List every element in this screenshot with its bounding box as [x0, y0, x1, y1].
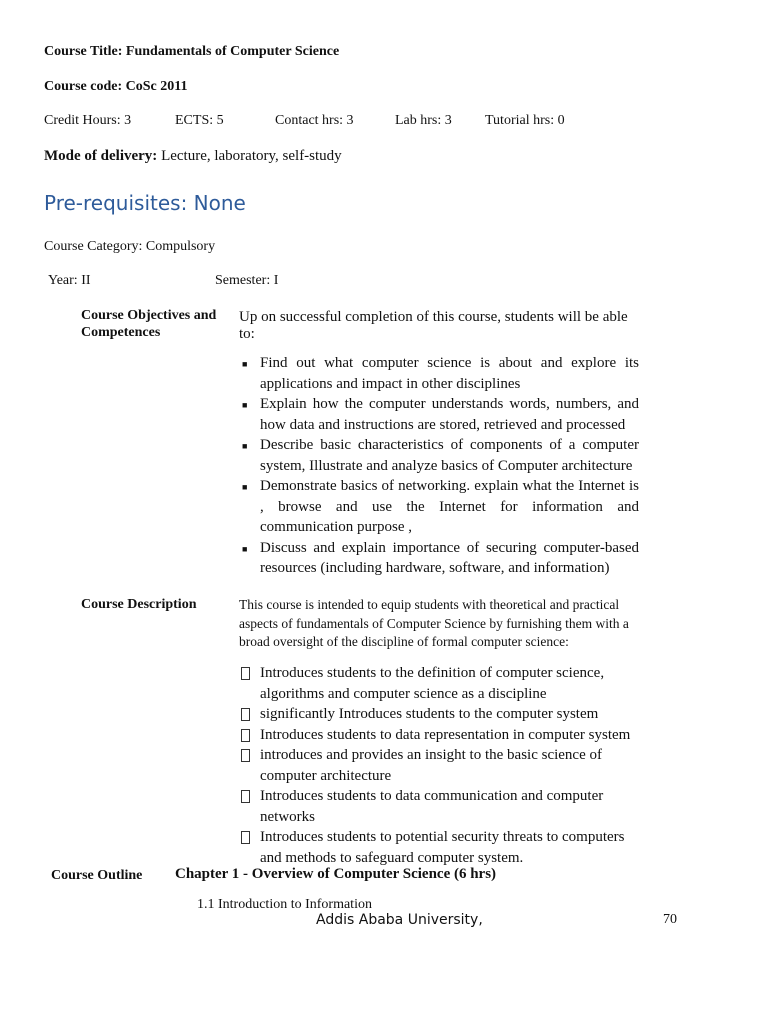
list-item: Introduces students to data representation in computer system [239, 725, 639, 746]
square-bullet-icon: ■ [242, 543, 248, 554]
square-bullet-icon: ■ [242, 482, 248, 492]
list-item: Introduces students to the definition of computer science, algorithms and computer science as a discipline [239, 663, 639, 704]
credit-hours: Credit Hours: 3 [44, 113, 132, 128]
section-heading: 1.1 Introduction to Information [197, 897, 372, 912]
square-bullet-icon: ■ [242, 359, 248, 369]
footer-university: Addis Ababa University, [316, 912, 483, 928]
page-number: 70 [663, 912, 677, 927]
square-bullet-icon: ■ [242, 441, 248, 451]
delivery-line [44, 148, 342, 165]
course-code: CoSc 2011 [125, 79, 188, 94]
list-item: ■ Discuss and explain importance of securing computer-based resources (including hardware, software, and information) [242, 539, 639, 576]
box-bullet-icon [241, 667, 250, 680]
course-title-label: Course Title: [44, 44, 123, 59]
box-bullet-icon [241, 708, 250, 721]
delivery-value: Lecture, laboratory, self-study [157, 148, 342, 164]
box-bullet-icon [241, 749, 250, 762]
prerequisites-heading: Pre-requisites: None [44, 191, 246, 215]
course-title: Fundamentals of Computer Science [125, 44, 340, 59]
semester: Semester: I [215, 273, 279, 288]
list-item: ■ Find out what computer science is about and explore its applications and impact in other disciplines [242, 355, 639, 392]
list-item: ■ Explain how the computer understands words, numbers, and how data and instructions are stored, retrieved and processed [242, 396, 639, 433]
ects: ECTS: 5 [175, 113, 224, 128]
list-item: ■ Describe basic characteristics of components of a computer system, Illustrate and analyze basics of Computer architecture [242, 437, 639, 474]
list-item: ■ Demonstrate basics of networking. explain what the Internet is , browse and use the Internet for information and communication purpose , [242, 478, 639, 535]
delivery-label: Mode of delivery: [44, 148, 158, 164]
objectives-label: Course Objectives and Competences [81, 308, 217, 340]
course-category: Course Category: Compulsory [44, 239, 216, 254]
list-item: Introduces students to data communication and computer networks [239, 786, 639, 827]
list-item: significantly Introduces students to the computer system [239, 704, 639, 725]
box-bullet-icon [241, 790, 250, 803]
list-item: introduces and provides an insight to the basic science of computer architecture [239, 745, 639, 786]
course-code-label: Course code: [44, 79, 123, 94]
chapter-heading: Chapter 1 - Overview of Computer Science (6 hrs) [175, 866, 497, 882]
lab-hours: Lab hrs: 3 [395, 113, 452, 128]
year: Year: II [48, 273, 91, 288]
course-title-line [44, 44, 339, 60]
course-code-line [44, 79, 188, 95]
description-intro: This course is intended to equip students with theoretical and practical aspects of fundamentals of Computer Science by furnishing them with a broad oversight of the discipline of formal computer science: [239, 597, 629, 649]
box-bullet-icon [241, 831, 250, 844]
square-bullet-icon: ■ [242, 400, 248, 410]
description-list [239, 663, 639, 868]
tutorial-hours: Tutorial hrs: 0 [485, 113, 565, 128]
list-item: Introduces students to potential security threats to computers and methods to safeguard computer system. [239, 827, 639, 868]
description-label: Course Description [81, 597, 197, 612]
contact-hours: Contact hrs: 3 [275, 113, 354, 128]
box-bullet-icon [241, 729, 250, 742]
objectives-list [239, 353, 639, 579]
objectives-intro: Up on successful completion of this course, students will be able to: [239, 309, 628, 342]
outline-label: Course Outline [51, 868, 143, 883]
